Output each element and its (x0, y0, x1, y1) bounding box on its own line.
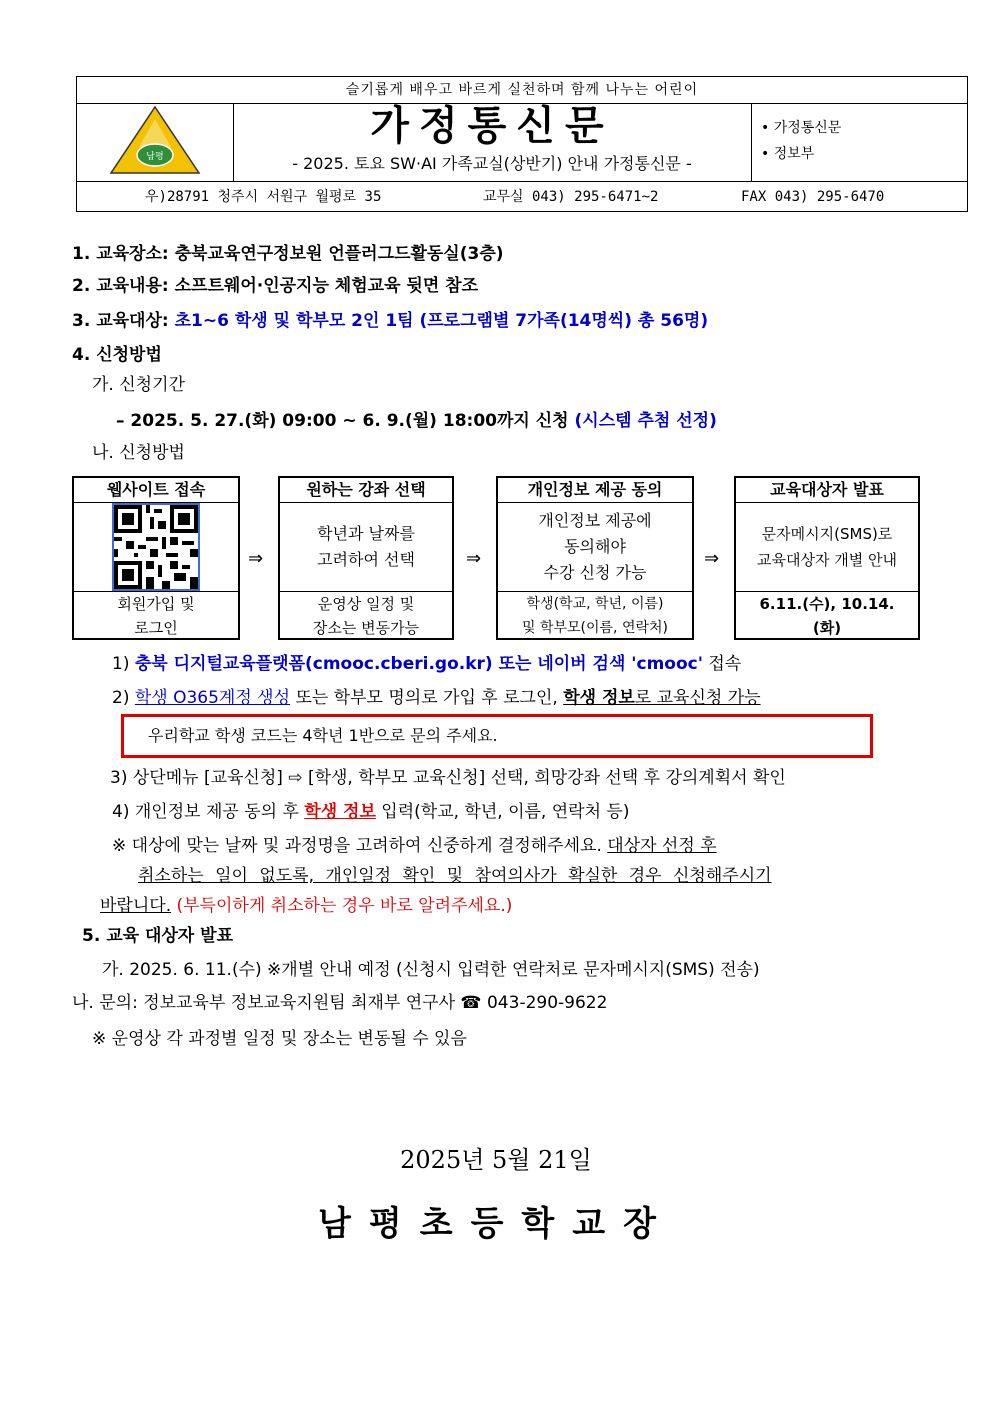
flow-foot-line: 회원가입 및 (117, 595, 195, 613)
flow-step-foot (74, 592, 238, 640)
category-item: • 가정통신문 (761, 120, 842, 136)
category-cell (751, 103, 967, 181)
document-title: 가정통신문 (370, 103, 614, 149)
flow-step-announce (734, 476, 920, 640)
step-text: 접속 (708, 654, 742, 674)
school-code-callout: 우리학교 학생 코드는 4학년 1반으로 문의 주세요. (121, 714, 873, 758)
apply-period-heading: 가. 신청기간 (92, 375, 185, 395)
flow-step-course (278, 476, 454, 640)
step-text: 4) 개인정보 제공 동의 후 (112, 802, 299, 822)
flow-foot-line: 운영상 일정 및 (317, 595, 415, 613)
inquiry-contact: 나. 문의: 정보교육부 정보교육지원팀 최재부 연구사 ☎ 043-290-9622 (72, 993, 608, 1013)
flow-step-body (280, 503, 452, 592)
step-4 (112, 800, 629, 824)
item-label: 1. 교육장소: (72, 244, 169, 264)
flow-arrow-icon: ⇒ (466, 548, 482, 569)
logo-text: 남평 (146, 152, 164, 162)
item-value: 충북교육연구정보원 언플러그드활동실(3층) (174, 244, 504, 264)
flow-step-head: 원하는 강좌 선택 (280, 478, 452, 503)
flow-step-foot (736, 592, 918, 640)
school-logo (77, 103, 233, 181)
flow-foot-line: 학생(학교, 학년, 이름) (526, 596, 664, 612)
apply-period (116, 409, 717, 433)
address: 우)28791 청주시 서원구 월평로 35 (145, 189, 382, 205)
notice-underline: 대상자 선정 후 (607, 836, 717, 856)
item-apply-heading: 4. 신청방법 (72, 345, 162, 365)
item-label: 3. 교육대상: (72, 311, 169, 331)
contact-row (77, 181, 967, 212)
flow-step-body (736, 503, 918, 592)
flow-step-foot (498, 592, 692, 640)
flow-step-foot (280, 592, 452, 640)
flow-step-body (74, 503, 238, 592)
notice-line-1 (112, 834, 717, 858)
o365-account-link[interactable]: 학생 O365계정 생성 (134, 688, 291, 708)
platform-link[interactable]: 충북 디지털교육플랫폼(cmooc.cberi.go.kr) 또는 네이버 검색 'cmooc' (134, 654, 703, 674)
cancel-notice: (부득이하게 취소하는 경우 바로 알려주세요.) (176, 896, 513, 916)
category-item: • 정보부 (761, 146, 815, 162)
flow-step-consent (496, 476, 694, 640)
letterhead (76, 76, 968, 212)
issue-date: 2025년 5월 21일 (400, 1146, 592, 1174)
student-info-emphasis: 학생 정보 (304, 802, 376, 822)
step-2 (112, 686, 761, 710)
office-phone: 교무실 043) 295-6471~2 (483, 189, 659, 205)
flow-foot-line: 장소는 변동가능 (312, 619, 420, 637)
student-info-emphasis: 학생 정보 (563, 688, 635, 708)
notice-text: ※ 대상에 맞는 날짜 및 과정명을 고려하여 신중하게 결정해주세요. (112, 836, 602, 856)
flow-arrow-icon: ⇒ (248, 548, 264, 569)
step-text: 또는 학부모 명의로 가입 후 로그인, (295, 688, 558, 708)
item-value: 소프트웨어·인공지능 체험교육 뒷면 참조 (174, 276, 479, 296)
flow-foot-line: 로그인 (134, 619, 178, 637)
logo-cell (77, 103, 234, 181)
school-motto: 슬기롭게 배우고 바르게 실천하며 함께 나누는 어린이 (77, 77, 967, 104)
apply-period-note: (시스템 추첨 선정) (574, 411, 717, 431)
title-cell (233, 103, 752, 181)
step-number: 1) (112, 654, 130, 674)
item-value: 초1~6 학생 및 학부모 2인 1팀 (프로그램별 7가족(14명씩) 총 56명) (174, 311, 709, 331)
flow-body-line: 개인정보 제공에 (538, 511, 652, 530)
step-number: 2) (112, 688, 130, 708)
item-label: 2. 교육내용: (72, 276, 169, 296)
flow-arrow-icon: ⇒ (704, 548, 720, 569)
flow-body-line: 학년과 날짜를 (317, 524, 415, 543)
flow-body-line: 교육대상자 개별 안내 (757, 551, 897, 569)
fax-number: FAX 043) 295-6470 (741, 189, 885, 205)
flow-body-line: 동의해야 (564, 537, 626, 556)
item-content (72, 274, 478, 298)
flow-foot-line: (화) (812, 619, 842, 637)
notice-line-3 (100, 894, 512, 918)
flow-step-body (498, 503, 692, 592)
qr-code-icon[interactable] (112, 503, 200, 591)
item-target (72, 309, 708, 333)
flow-body-line: 고려하여 선택 (317, 550, 415, 569)
flow-step-head: 웹사이트 접속 (74, 478, 238, 503)
flow-step-website (72, 476, 240, 640)
announcement-date: 가. 2025. 6. 11.(수) ※개별 안내 예정 (신청시 입력한 연락처로 문자메시지(SMS) 전송) (102, 960, 760, 980)
flow-body-line: 문자메시지(SMS)로 (761, 525, 893, 543)
step-1 (112, 652, 741, 676)
flow-foot-line: 및 학부모(이름, 연락처) (522, 620, 668, 636)
notice-line-2: 취소하는 일이 없도록, 개인일정 확인 및 참여의사가 확실한 경우 신청해주시기 (138, 866, 772, 886)
notice-underline: 바랍니다. (100, 896, 172, 916)
section-5-title: 5. 교육 대상자 발표 (82, 926, 233, 946)
apply-period-dates: – 2025. 5. 27.(화) 09:00 ~ 6. 9.(월) 18:00까지 신청 (116, 411, 569, 431)
flow-step-head: 교육대상자 발표 (736, 478, 918, 503)
step-text: 로 교육신청 가능 (634, 688, 761, 708)
flow-step-head: 개인정보 제공 동의 (498, 478, 692, 503)
step-3: 3) 상단메뉴 [교육신청] ⇨ [학생, 학부모 교육신청] 선택, 희망강좌 선택 후 강의계획서 확인 (110, 768, 786, 788)
flow-foot-line: 6.11.(수), 10.14. (759, 595, 895, 613)
item-location (72, 242, 504, 266)
document-subtitle: - 2025. 토요 SW·AI 가족교실(상반기) 안내 가정통신문 - (292, 154, 692, 173)
principal-signature: 남평초등학교장 (318, 1204, 674, 1244)
flow-body-line: 수강 신청 가능 (543, 563, 647, 582)
apply-method-heading: 나. 신청방법 (92, 443, 185, 463)
schedule-change-note: ※ 운영상 각 과정별 일정 및 장소는 변동될 수 있음 (92, 1029, 467, 1049)
step-text: 입력(학교, 학년, 이름, 연락처 등) (381, 802, 630, 822)
